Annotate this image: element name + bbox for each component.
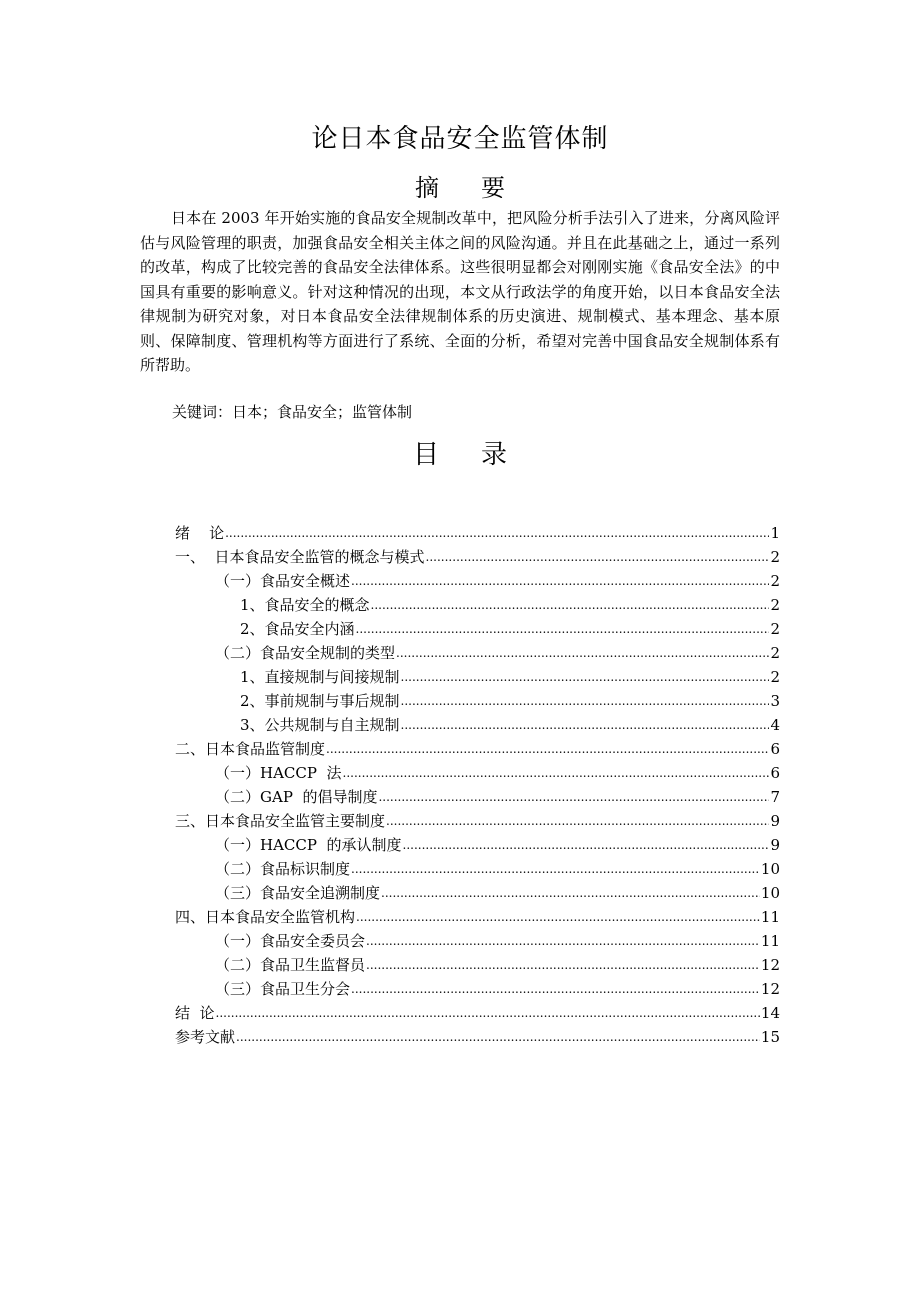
toc-entry[interactable] <box>175 665 780 689</box>
toc-dot-leader <box>236 1025 760 1049</box>
toc-dot-leader <box>356 617 770 641</box>
toc-dot-leader <box>381 881 760 905</box>
document-title: 论日本食品安全监管体制 <box>311 124 609 154</box>
abstract-heading-char: 摘 <box>415 174 439 202</box>
toc-entry[interactable] <box>175 593 780 617</box>
toc-entry[interactable] <box>175 785 780 809</box>
toc-entry[interactable] <box>175 761 780 785</box>
toc-dot-leader <box>403 833 770 857</box>
toc-entry-page: 2 <box>770 644 780 662</box>
toc-entry-label: 一、 日本食品安全监管的概念与模式 <box>175 548 425 566</box>
toc-entry-label: 3、公共规制与自主规制 <box>240 716 400 734</box>
toc-entry-label: （二）食品安全规制的类型 <box>215 644 396 662</box>
toc-entry[interactable] <box>175 569 780 593</box>
toc-entry-label: （二）GAP 的倡导制度 <box>215 788 378 806</box>
toc-entry-label: （一）食品安全委员会 <box>215 932 366 950</box>
toc-entry-label: 三、日本食品安全监管主要制度 <box>175 812 386 830</box>
toc-entry[interactable] <box>175 905 780 929</box>
toc-heading <box>0 434 920 471</box>
toc-entry[interactable] <box>175 713 780 737</box>
toc-entry-page: 6 <box>770 740 780 758</box>
toc-entry-label: 1、直接规制与间接规制 <box>240 668 400 686</box>
toc-entry[interactable] <box>175 953 780 977</box>
toc-entry-page: 9 <box>770 836 780 854</box>
toc-dot-leader <box>343 761 770 785</box>
toc-entry-page: 14 <box>760 1004 780 1022</box>
toc-dot-leader <box>326 737 769 761</box>
toc-dot-leader <box>351 857 760 881</box>
toc-entry-page: 7 <box>770 788 780 806</box>
toc-entry-label: （一）食品安全概述 <box>215 572 351 590</box>
toc-entry[interactable] <box>175 833 780 857</box>
toc-dot-leader <box>371 593 770 617</box>
toc-entry-page: 11 <box>760 932 780 950</box>
toc-dot-leader <box>225 521 769 545</box>
toc-entry-page: 11 <box>760 908 780 926</box>
toc-entry[interactable] <box>175 881 780 905</box>
toc-dot-leader <box>351 569 769 593</box>
toc-entry-page: 2 <box>770 620 780 638</box>
toc-entry-label: （三）食品安全追溯制度 <box>215 884 381 902</box>
toc-entry[interactable] <box>175 689 780 713</box>
toc-entry[interactable] <box>175 809 780 833</box>
toc-entry-page: 12 <box>760 956 780 974</box>
toc-dot-leader <box>378 785 769 809</box>
toc-entry-page: 12 <box>760 980 780 998</box>
toc-entry-label: （一）HACCP 的承认制度 <box>215 836 402 854</box>
toc-entry[interactable] <box>175 929 780 953</box>
toc-entry[interactable] <box>175 641 780 665</box>
toc-entry-page: 2 <box>770 548 780 566</box>
toc-dot-leader <box>396 641 769 665</box>
abstract-heading <box>0 168 920 203</box>
toc-entry-label: 参考文献 <box>175 1028 236 1046</box>
toc-entry-page: 6 <box>770 764 780 782</box>
toc-dot-leader <box>426 545 770 569</box>
toc-entry[interactable] <box>175 737 780 761</box>
toc-entry[interactable] <box>175 1001 780 1025</box>
toc-entry-label: 绪 论 <box>175 524 225 542</box>
toc-dot-leader <box>401 665 770 689</box>
toc-entry-page: 2 <box>770 668 780 686</box>
toc-heading-char: 录 <box>481 440 508 470</box>
toc-entry-page: 10 <box>760 860 780 878</box>
toc-entry-page: 3 <box>770 692 780 710</box>
toc-entry[interactable] <box>175 1025 780 1049</box>
toc-entry[interactable] <box>175 617 780 641</box>
toc-entry-page: 9 <box>770 812 780 830</box>
toc-entry[interactable] <box>175 977 780 1001</box>
toc-entry-label: 2、事前规制与事后规制 <box>240 692 400 710</box>
toc-dot-leader <box>401 689 770 713</box>
toc-entry-page: 1 <box>770 524 780 542</box>
toc-entry-page: 10 <box>760 884 780 902</box>
toc-entry-label: 1、食品安全的概念 <box>240 596 370 614</box>
abstract-text: 日本在 2003 年开始实施的食品安全规制改革中，把风险分析手法引入了进来，分离风险评估与风险管理的职责，加强食品安全相关主体之间的风险沟通。并且在此基础之上，通过一系列的改革，构成了比较完善的食品安全法律体系。这些很明显都会对刚刚实施《食品安全法》的中国具有重要的影响意义。针对这种情况的出现，本文从行政法学的角度开始，以日本食品安全法律规制为研究对象，对日本食品安全法律规制体系的历史演进、规制模式、基本理念、基本原则、保障制度、管理机构等方面进行了系统、全面的分析，希望对完善中国食品安全规制体系有所帮助。 <box>140 209 780 374</box>
toc-entry-label: （二）食品卫生监督员 <box>215 956 366 974</box>
table-of-contents <box>175 521 780 1049</box>
toc-dot-leader <box>216 1001 760 1025</box>
toc-entry-label: （三）食品卫生分会 <box>215 980 351 998</box>
toc-dot-leader <box>386 809 769 833</box>
toc-entry-page: 2 <box>770 572 780 590</box>
toc-heading-char: 目 <box>412 440 439 470</box>
toc-entry-label: 四、日本食品安全监管机构 <box>175 908 356 926</box>
toc-dot-leader <box>401 713 770 737</box>
toc-dot-leader <box>356 905 760 929</box>
toc-entry-label: 2、食品安全内涵 <box>240 620 355 638</box>
toc-entry-page: 15 <box>760 1028 780 1046</box>
abstract-heading-char: 要 <box>481 174 505 202</box>
toc-entry[interactable] <box>175 521 780 545</box>
toc-entry-page: 4 <box>770 716 780 734</box>
toc-entry-label: 结 论 <box>175 1004 215 1022</box>
toc-entry[interactable] <box>175 545 780 569</box>
toc-entry-label: （二）食品标识制度 <box>215 860 351 878</box>
toc-dot-leader <box>351 977 760 1001</box>
toc-entry-label: （一）HACCP 法 <box>215 764 342 782</box>
toc-entry[interactable] <box>175 857 780 881</box>
toc-entry-label: 二、日本食品监管制度 <box>175 740 326 758</box>
toc-dot-leader <box>366 929 760 953</box>
toc-dot-leader <box>366 953 760 977</box>
toc-entry-page: 2 <box>770 596 780 614</box>
keywords: 关键词：日本；食品安全；监管体制 <box>172 403 413 421</box>
